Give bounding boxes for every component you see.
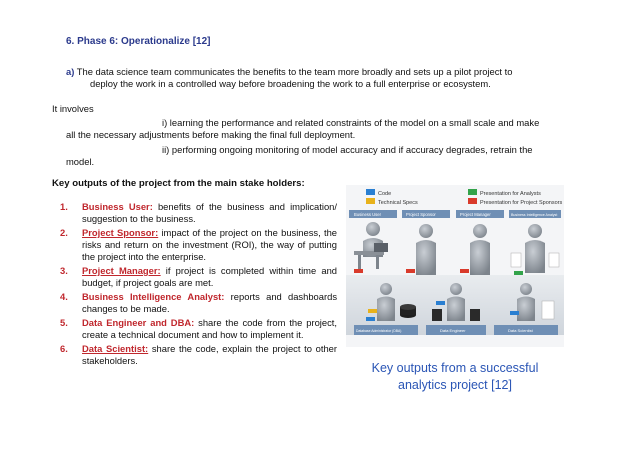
role-project-manager: Project Manager	[460, 212, 491, 217]
role-dba: Database Administrator (DBA)	[356, 329, 402, 333]
step-one	[66, 117, 562, 141]
step-one-line1: i) learning the performance and related constraints of the model on a small scale and make	[162, 117, 540, 128]
list-number: 6.	[60, 343, 68, 354]
sponsors-badge-icon	[460, 269, 469, 273]
list-role: Business Intelligence Analyst:	[82, 291, 225, 302]
code-badge-icon	[366, 317, 375, 321]
code-legend-icon	[366, 189, 375, 195]
caption-line1: Key outputs from a successful	[371, 361, 539, 375]
list-role: Project Sponsor:	[82, 227, 159, 238]
specs-legend-icon	[366, 198, 375, 204]
list-item	[60, 201, 337, 225]
list-role: Business User:	[82, 201, 153, 212]
step-two	[66, 144, 562, 168]
list-item	[60, 317, 337, 341]
list-text: reports and dashboards changes to be made.	[82, 291, 337, 314]
list-text: if project is completed within time and budget, if project goals are met.	[82, 265, 338, 288]
analysts-legend-icon	[468, 189, 477, 195]
list-item	[60, 227, 337, 263]
list-item	[60, 265, 337, 289]
list-item	[60, 343, 337, 367]
list-role: Data Scientist:	[82, 343, 149, 354]
list-text: share the code, explain the project to other stakeholders.	[82, 343, 337, 366]
legend-analysts: Presentation for Analysts	[480, 191, 541, 197]
stakeholder-figure	[346, 185, 564, 347]
list-number: 4.	[60, 291, 68, 302]
role-project-sponsor: Project Sponsor	[406, 212, 436, 217]
step-two-line1: ii) performing ongoing monitoring of model accuracy and if accuracy degrades, retrain the	[162, 144, 533, 155]
sponsors-legend-icon	[468, 198, 477, 204]
list-number: 1.	[60, 201, 68, 212]
analysts-badge-icon	[514, 271, 523, 275]
paragraph-a-label: a)	[66, 66, 75, 77]
stakeholder-list	[60, 201, 337, 369]
caption-line2: analytics project [12]	[398, 378, 512, 392]
paragraph-a-line2: deploy the work in a controlled way before broadening the work to a full enterprise or ecosystem.	[90, 78, 491, 89]
list-text: share the code from the project, create a technical document and how to implement it.	[82, 317, 337, 340]
list-text: benefits of the business and implication/ suggestion to the business.	[82, 201, 337, 224]
sponsors-badge-icon	[354, 269, 363, 273]
legend-sponsors: Presentation for Project Sponsors	[480, 200, 563, 206]
role-data-scientist: Data Scientist	[508, 328, 533, 333]
paragraph-a-line1: The data science team communicates the benefits to the team more broadly and sets up a pilot project to	[76, 66, 513, 77]
role-bi-analyst: Business Intelligence Analyst	[511, 213, 558, 217]
involves-label: It involves	[52, 103, 94, 114]
role-data-engineer: Data Engineer	[440, 328, 466, 333]
list-item	[60, 291, 337, 315]
step-one-line2: all the necessary adjustments before making the final full deployment.	[66, 129, 356, 140]
list-number: 2.	[60, 227, 68, 238]
list-number: 3.	[60, 265, 68, 276]
sponsors-badge-icon	[406, 269, 415, 273]
list-text: impact of the project on the business, the risks and return on the investment (ROI), the way of putting the project into the enterprise.	[82, 227, 338, 262]
step-two-line2: model.	[66, 156, 95, 167]
code-badge-icon	[510, 311, 519, 315]
figure-caption	[348, 360, 562, 394]
role-business-user: Business User	[354, 212, 381, 217]
list-role: Project Manager:	[82, 265, 161, 276]
legend-code: Code	[378, 191, 392, 197]
legend-specs: Technical Specs	[378, 200, 418, 206]
code-badge-icon	[436, 301, 445, 305]
specs-badge-icon	[368, 309, 377, 313]
list-role: Data Engineer and DBA:	[82, 317, 195, 328]
section-heading: 6. Phase 6: Operationalize [12]	[66, 36, 211, 47]
stakeholder-illustration	[346, 185, 564, 347]
bottom-role-bars	[354, 325, 558, 335]
key-outputs-title: Key outputs of the project from the main stake holders:	[52, 178, 305, 189]
list-number: 5.	[60, 317, 68, 328]
paragraph-a	[66, 66, 562, 90]
